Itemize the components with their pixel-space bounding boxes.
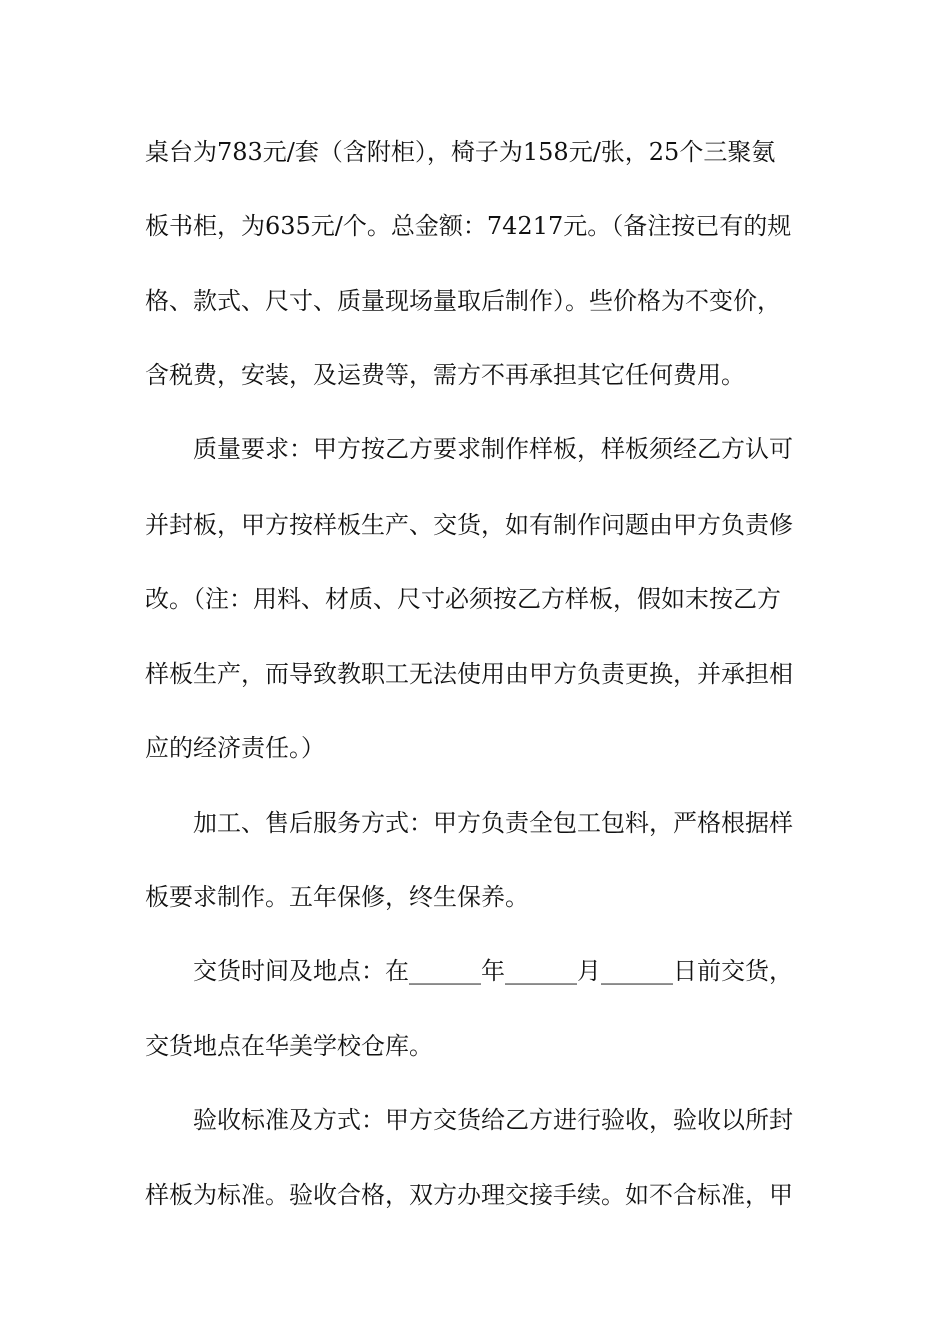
text-line: 并封板，甲方按样板生产、交货，如有制作问题由甲方负责修 [145, 511, 793, 539]
text-line: 含税费，安装，及运费等，需方不再承担其它任何费用。 [145, 361, 745, 389]
text-line: 交货地点在华美学校仓库。 [145, 1032, 433, 1060]
paragraph-first-line: 交货时间及地点：在______年______月______日前交货， [193, 957, 793, 985]
text-line: 样板生产，而导致教职工无法使用由甲方负责更换，并承担相 [145, 660, 793, 688]
text-line: 板书柜，为635元/个。总金额：74217元。（备注按已有的规 [145, 212, 792, 240]
text-line: 桌台为783元/套（含附柜），椅子为158元/张，25个三聚氨 [145, 138, 776, 166]
paragraph-first-line: 加工、售后服务方式：甲方负责全包工包料，严格根据样 [193, 809, 793, 837]
paragraph-first-line: 质量要求：甲方按乙方要求制作样板，样板须经乙方认可 [193, 435, 793, 463]
text-line: 样板为标准。验收合格，双方办理交接手续。如不合标准，甲 [145, 1181, 793, 1209]
text-line: 格、款式、尺寸、质量现场量取后制作）。些价格为不变价， [145, 287, 781, 315]
text-line: 改。（注：用料、材质、尺寸必须按乙方样板，假如末按乙方 [145, 585, 781, 613]
text-line: 应的经济责任。） [145, 734, 325, 762]
paragraph-first-line: 验收标准及方式：甲方交货给乙方进行验收，验收以所封 [193, 1106, 793, 1134]
text-line: 板要求制作。五年保修，终生保养。 [145, 883, 529, 911]
